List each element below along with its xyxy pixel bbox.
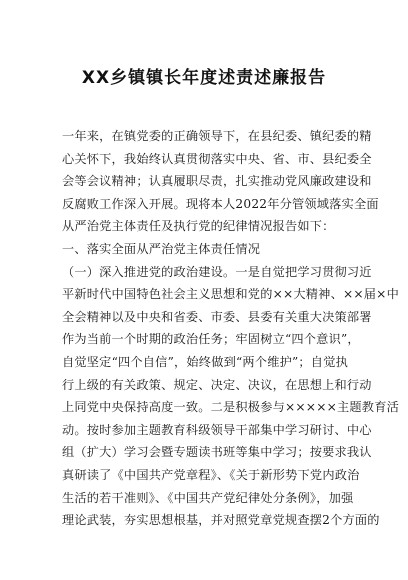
body-text-line: 心关怀下，我始终认真贯彻落实中央、省、市、县纪委全 [62, 151, 372, 166]
document-body [62, 125, 399, 532]
body-text-line: 行上级的有关政策、规定、决定、决议，在思想上和行动 [62, 377, 372, 392]
body-text-line: 真研读了《中国共产党章程》、《关于新形势下党内政治 [62, 467, 360, 482]
body-text-line: 理论武装，夯实思想根基，并对照党章党规查摆2个方面的 [62, 513, 380, 528]
body-text-line: 生活的若干准则》、《中国共产党纪律处分条例》，加强 [62, 490, 354, 505]
body-text-line: （一）深入推进党的政治建设。一是自觉把学习贯彻习近 [62, 264, 372, 279]
body-text-line: 会等会议精神；认真履职尽责，扎实推动党风廉政建设和 [62, 174, 372, 189]
document-title: XX乡镇镇长年度述责述廉报告 [81, 68, 327, 88]
body-text-line: 自觉坚定“四个自信”，始终做到“两个维护”；自觉执 [62, 354, 348, 369]
body-text-line: 动。按时参加主题教育科级领导干部集中学习研讨、中心 [62, 422, 372, 437]
body-text-line: 上同党中央保持高度一致。二是积极参与×××××主题教育活 [62, 400, 399, 415]
body-text-line: 作为当前一个时期的政治任务；牢固树立“四个意识”， [62, 332, 360, 347]
body-text-line: 组（扩大）学习会暨专题读书班等集中学习；按要求我认 [62, 445, 372, 460]
body-text-line: 从严治党主体责任及执行党的纪律情况报告如下： [62, 219, 335, 234]
body-text-line: 全会精神以及中央和省委、市委、县委有关重大决策部署 [62, 309, 372, 324]
body-text-line: 一年来，在镇党委的正确领导下，在县纪委、镇纪委的精 [62, 129, 372, 143]
body-text-line: 反腐败工作深入开展。现将本人2022年分管领域落实全面 [62, 196, 379, 211]
body-text-line: 一、落实全面从严治党主体责任情况 [62, 241, 261, 256]
body-text-line: 平新时代中国特色社会主义思想和党的××大精神、××届×中 [62, 287, 399, 302]
